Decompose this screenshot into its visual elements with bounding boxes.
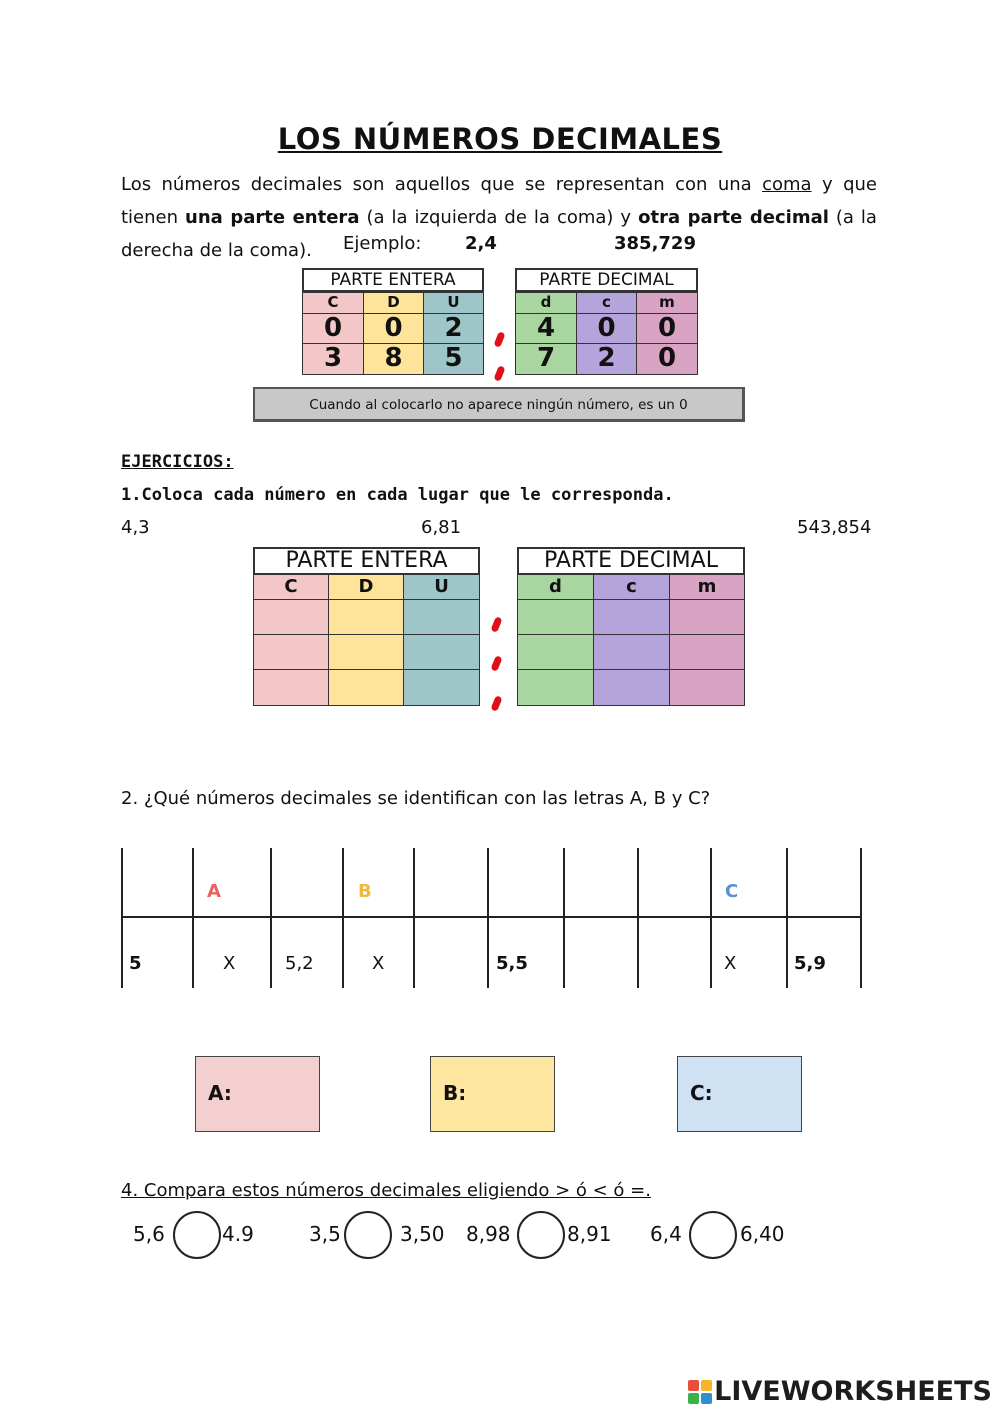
comma-mark	[490, 616, 502, 633]
logo-text: LIVEWORKSHEETS	[714, 1376, 992, 1407]
answer-cell[interactable]	[669, 669, 745, 706]
example-cell: 5	[423, 343, 484, 375]
example-cell: 0	[302, 313, 364, 344]
intro-text-4: (a la derecha de la coma).	[121, 207, 877, 261]
line-value: 5,2	[285, 953, 314, 974]
answer-cell[interactable]	[669, 634, 745, 670]
example-cell: 0	[363, 313, 424, 344]
example-2: 385,729	[614, 233, 696, 254]
answer-cell[interactable]	[517, 599, 594, 635]
liveworksheets-logo[interactable]	[688, 1376, 992, 1407]
comma-mark	[490, 695, 502, 712]
ex-col-dec-m: m	[669, 574, 745, 600]
line-marker-c: X	[724, 953, 737, 974]
answer-cell[interactable]	[593, 599, 670, 635]
intro-bold-decimal: otra parte decimal	[638, 207, 829, 228]
grid-line	[487, 848, 489, 988]
answer-cell[interactable]	[328, 634, 404, 670]
comma-mark	[493, 331, 505, 348]
compare-answer-circle[interactable]	[344, 1211, 392, 1259]
intro-coma-word: coma	[762, 174, 812, 195]
answer-cell[interactable]	[253, 599, 329, 635]
compare-left: 8,98	[466, 1222, 511, 1246]
example-cell: 2	[576, 343, 637, 375]
grid-line	[121, 848, 123, 988]
compare-answer-circle[interactable]	[517, 1211, 565, 1259]
answer-cell[interactable]	[253, 669, 329, 706]
ex-entera-header: PARTE ENTERA	[253, 547, 480, 575]
answer-cell[interactable]	[403, 669, 480, 706]
ex-col-dec-c: c	[593, 574, 670, 600]
compare-left: 6,4	[650, 1222, 682, 1246]
example-decimal-header: PARTE DECIMAL	[515, 268, 698, 292]
grid-line	[342, 848, 344, 988]
example-1: 2,4	[465, 233, 497, 254]
page-title: LOS NÚMEROS DECIMALES	[277, 122, 723, 156]
example-cell: 0	[636, 313, 698, 344]
example-cell: 8	[363, 343, 424, 375]
intro-paragraph	[121, 168, 877, 267]
line-value: 5,5	[496, 953, 528, 974]
example-col-d: D	[363, 292, 424, 314]
answer-cell[interactable]	[593, 634, 670, 670]
line-value: 5,9	[794, 953, 826, 974]
intro-text-3: (a la izquierda de la coma) y	[366, 207, 632, 228]
compare-left: 3,5	[309, 1222, 341, 1246]
grid-line	[860, 848, 862, 988]
answer-box-c[interactable]: C:	[677, 1056, 802, 1132]
example-cell: 0	[576, 313, 637, 344]
example-col-dec-c: c	[576, 292, 637, 314]
answer-cell[interactable]	[328, 669, 404, 706]
q1-number-1: 4,3	[121, 517, 150, 538]
answer-cell[interactable]	[328, 599, 404, 635]
compare-answer-circle[interactable]	[689, 1211, 737, 1259]
line-value: 5	[129, 953, 142, 974]
compare-right: 6,40	[740, 1222, 785, 1246]
question-2: 2. ¿Qué números decimales se identifican con las letras A, B y C?	[121, 788, 711, 809]
answer-box-b[interactable]: B:	[430, 1056, 555, 1132]
letter-a: A	[207, 881, 221, 902]
line-marker-b: X	[372, 953, 385, 974]
line-marker-a: X	[223, 953, 236, 974]
intro-text-2: y que tienen	[121, 174, 877, 228]
grid-line	[121, 916, 862, 918]
ex-col-dec-d: d	[517, 574, 594, 600]
answer-cell[interactable]	[403, 634, 480, 670]
ex-col-c: C	[253, 574, 329, 600]
answer-cell[interactable]	[593, 669, 670, 706]
grid-line	[786, 848, 788, 988]
example-cell: 4	[515, 313, 577, 344]
compare-right: 8,91	[567, 1222, 612, 1246]
ex-col-u: U	[403, 574, 480, 600]
grid-line	[563, 848, 565, 988]
ex-col-d: D	[328, 574, 404, 600]
example-cell: 2	[423, 313, 484, 344]
q1-number-2: 6,81	[421, 517, 462, 538]
letter-c: C	[725, 881, 739, 902]
compare-left: 5,6	[133, 1222, 165, 1246]
intro-text-1: Los números decimales son aquellos que se representan con una	[121, 174, 752, 195]
answer-cell[interactable]	[517, 634, 594, 670]
grid-line	[270, 848, 272, 988]
example-cell: 7	[515, 343, 577, 375]
example-note: Cuando al colocarlo no aparece ningún número, es un 0	[253, 387, 745, 422]
example-col-dec-d: d	[515, 292, 577, 314]
comma-mark	[493, 365, 505, 382]
answer-box-a[interactable]: A:	[195, 1056, 320, 1132]
example-cell: 0	[636, 343, 698, 375]
letter-b: B	[358, 881, 372, 902]
grid-line	[637, 848, 639, 988]
q1-number-3: 543,854	[797, 517, 872, 538]
liveworksheets-icon	[688, 1380, 712, 1404]
exercises-heading: EJERCICIOS:	[121, 452, 234, 472]
answer-cell[interactable]	[403, 599, 480, 635]
ex-decimal-header: PARTE DECIMAL	[517, 547, 745, 575]
compare-answer-circle[interactable]	[173, 1211, 221, 1259]
question-1: 1.Coloca cada número en cada lugar que le corresponda.	[121, 485, 674, 505]
example-col-c: C	[302, 292, 364, 314]
grid-line	[413, 848, 415, 988]
ejemplo-label: Ejemplo:	[343, 233, 422, 254]
compare-right: 3,50	[400, 1222, 445, 1246]
answer-cell[interactable]	[669, 599, 745, 635]
answer-cell[interactable]	[517, 669, 594, 706]
question-4: 4. Compara estos números decimales eligiendo > ó < ó =.	[121, 1180, 651, 1201]
grid-line	[710, 848, 712, 988]
comma-mark	[490, 655, 502, 672]
grid-line	[192, 848, 194, 988]
example-col-u: U	[423, 292, 484, 314]
example-entera-header: PARTE ENTERA	[302, 268, 484, 292]
intro-bold-entera: una parte entera	[185, 207, 360, 228]
example-cell: 3	[302, 343, 364, 375]
answer-cell[interactable]	[253, 634, 329, 670]
compare-right: 4.9	[222, 1222, 254, 1246]
example-col-dec-m: m	[636, 292, 698, 314]
